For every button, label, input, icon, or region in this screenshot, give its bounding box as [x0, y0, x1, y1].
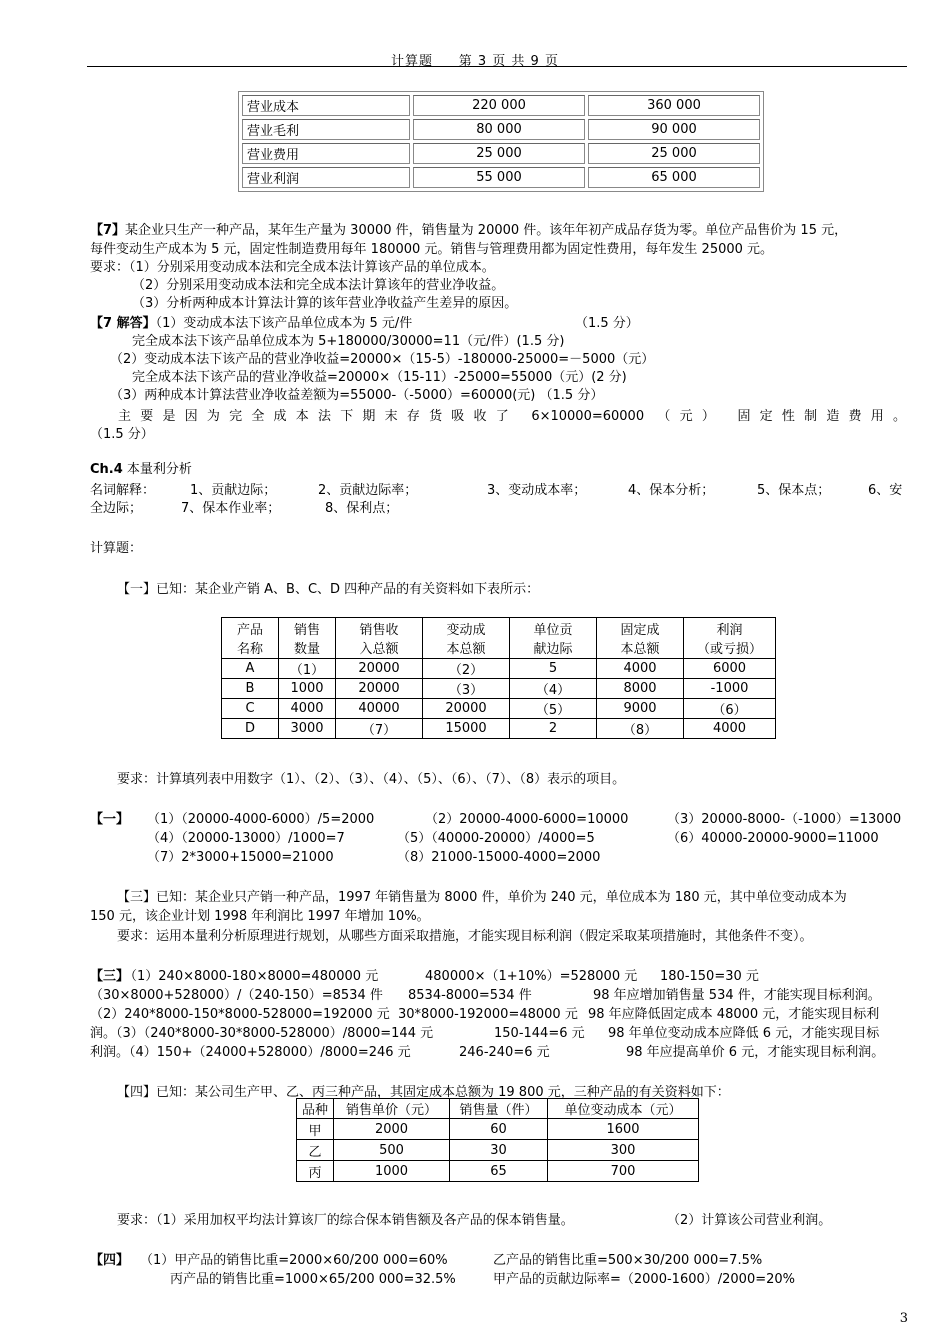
q3-answer: 150-144=6 元 [494, 1026, 585, 1041]
term-item: 4、保本分析； [628, 483, 715, 498]
calc-heading: 计算题： [90, 541, 143, 556]
q3-answer: （1）240×8000-180×8000=480000 元 [124, 969, 379, 984]
q3-answer: 180-150=30 元 [660, 969, 759, 984]
term-item: 6、安 [868, 483, 903, 498]
page-number: 3 [899, 1311, 908, 1326]
q4-table [296, 1098, 699, 1182]
income-table [238, 91, 764, 192]
q1-table [221, 617, 776, 739]
table-row: 营业利润 55 000 65 000 [242, 167, 760, 188]
table-row: B 1000 20000 （3） （4） 8000 -1000 [222, 679, 776, 699]
q1-answer: （6）40000-20000-9000=11000 [667, 831, 879, 846]
q7-answer-1-score: （1.5 分） [575, 316, 639, 331]
q7-answer-5: （3）两种成本计算法营业净收益差额为=55000-（-5000）=60000(元) （1.5 分） [110, 388, 604, 403]
q7-answer-4: 完全成本法下该产品的营业净收益=20000×（15-11）-25000=55000（元）(2 分) [132, 370, 627, 385]
q7-requirement-2: （2）分别采用变动成本法和完全成本法计算该年的营业净收益。 [132, 278, 505, 293]
q3-paragraph-line2: 150 元，该企业计划 1998 年利润比 1997 年增加 10%。 [90, 909, 430, 924]
term-item: 3、变动成本率； [487, 483, 587, 498]
q4-intro: 【四】已知：某公司生产甲、乙、丙三种产品，其固定成本总额为 19 800 元，三种产品的有关资料如下： [117, 1085, 730, 1100]
q4-answer: 丙产品的销售比重=1000×65/200 000=32.5% [170, 1272, 456, 1287]
chapter-title: Ch.4 本量利分析 [90, 462, 192, 477]
table-row: 乙 500 30 300 [297, 1140, 699, 1161]
q3-requirement: 要求：运用本量利分析原理进行规划，从哪些方面采取措施，才能实现目标利润（假定采取某项措施时，其他条件不变）。 [117, 929, 813, 944]
q1-answer: （3）20000-8000-（-1000）=13000 [667, 812, 902, 827]
q7-answer-6: 主要是因为完全成本法下期末存货吸收了 6×10000=60000 （元） 固定性制造费用。 [118, 409, 906, 424]
q1-answer: （2）20000-4000-6000=10000 [425, 812, 629, 827]
term-item: 5、保本点； [757, 483, 831, 498]
term-item: 2、贡献边际率； [318, 483, 418, 498]
q7-paragraph-line2: 每件变动生产成本为 5 元，固定性制造费用每年 180000 元。销售与管理费用都为固定性费用，每年发生 25000 元。 [90, 242, 774, 257]
q7-requirement-1: 要求：（1）分别采用变动成本法和完全成本法计算该产品的单位成本。 [90, 260, 495, 275]
q4-requirement-2: （2）计算该公司营业利润。 [667, 1213, 832, 1228]
table-row: 营业成本 220 000 360 000 [242, 95, 760, 116]
table-row: D 3000 （7） 15000 2 （8） 4000 [222, 719, 776, 739]
q7-answer-2: 完全成本法下该产品单位成本为 5+180000/30000=11（元/件）(1.5 分) [132, 334, 565, 349]
q7-paragraph-line1: 【7】某企业只生产一种产品，某年生产量为 30000 件，销售量为 20000 件。该年年初产成品存货为零。单位产品售价为 15 元， [90, 223, 848, 238]
q3-answer-tag: 【三】 [90, 969, 130, 984]
q3-answer: 30*8000-192000=48000 元 [398, 1007, 578, 1022]
table-row: 丙 1000 65 700 [297, 1161, 699, 1182]
q1-answer: （4）（20000-13000）/1000=7 [147, 831, 345, 846]
term-item: 全边际； [90, 501, 143, 516]
q3-answer: 98 年应提高单价 6 元，才能实现目标利润。 [626, 1045, 885, 1060]
table-row: A （1） 20000 （2） 5 4000 6000 [222, 659, 776, 679]
q7-answer-1: 【7 解答】（1）变动成本法下该产品单位成本为 5 元/件 [90, 316, 413, 331]
q7-requirement-3: （3）分析两种成本计算法计算的该年营业净收益产生差异的原因。 [132, 296, 518, 311]
q1-answer: （7）2*3000+15000=21000 [147, 850, 334, 865]
q3-answer: （2）240*8000-150*8000-528000=192000 元 [90, 1007, 390, 1022]
q4-answer: 甲产品的贡献边际率=（2000-1600）/2000=20% [493, 1272, 796, 1287]
q4-requirement-1: 要求：（1）采用加权平均法计算该厂的综合保本销售额及各产品的保本销售量。 [117, 1213, 574, 1228]
q3-answer: 246-240=6 元 [459, 1045, 550, 1060]
table-row: 营业费用 25 000 25 000 [242, 143, 760, 164]
term-item: 7、保本作业率； [181, 501, 281, 516]
q7-answer-6-score: （1.5 分） [90, 427, 154, 442]
q4-answer: 乙产品的销售比重=500×30/200 000=7.5% [493, 1253, 763, 1268]
q1-intro: 【一】已知：某企业产销 A、B、C、D 四种产品的有关资料如下表所示： [117, 582, 540, 597]
table-row: 营业毛利 80 000 90 000 [242, 119, 760, 140]
table-row: C 4000 40000 20000 （5） 9000 （6） [222, 699, 776, 719]
q3-answer: 润。（3）（240*8000-30*8000-528000）/8000=144 元 [90, 1026, 434, 1041]
q3-answer: 98 年应降低固定成本 48000 元，才能实现目标利 [588, 1007, 880, 1022]
q3-answer: 480000×（1+10%）=528000 元 [425, 969, 638, 984]
q1-requirement: 要求：计算填列表中用数字（1）、（2）、（3）、（4）、（5）、（6）、（7）、（8）表示的项目。 [117, 772, 626, 787]
table-header-row: 产品 名称 销售 数量 销售收 入总额 变动成 本总额 单位贡 献边际 固定成 本总额 利润 （或亏损） [222, 618, 776, 659]
q1-answer: （5）（40000-20000）/4000=5 [397, 831, 595, 846]
header-title: 计算题 [391, 54, 434, 69]
table-row: 甲 2000 60 1600 [297, 1119, 699, 1140]
q3-answer: 98 年应增加销售量 534 件，才能实现目标利润。 [593, 988, 881, 1003]
term-item: 1、贡献边际； [190, 483, 277, 498]
table-header-row: 品种 销售单价（元） 销售量（件） 单位变动成本（元） [297, 1099, 699, 1119]
header-page-of: 第 3 页 共 9 页 [458, 54, 559, 69]
q3-answer: 98 年单位变动成本应降低 6 元，才能实现目标 [608, 1026, 880, 1041]
q4-answer: （1）甲产品的销售比重=2000×60/200 000=60% [140, 1253, 448, 1268]
header-rule [87, 66, 907, 67]
q1-answer-tag: 【一】 [90, 812, 130, 827]
q4-answer-tag: 【四】 [90, 1253, 130, 1268]
term-item: 8、保利点； [325, 501, 399, 516]
q3-answer: 利润。（4）150+（24000+528000）/8000=246 元 [90, 1045, 411, 1060]
q7-answer-3: （2）变动成本法下该产品的营业净收益=20000×（15-5）-180000-25000=－5000（元） [110, 352, 655, 367]
q3-answer: （30×8000+528000）/（240-150）=8534 件 [90, 988, 383, 1003]
q1-answer: （8）21000-15000-4000=2000 [397, 850, 601, 865]
terms-label: 名词解释： [90, 483, 156, 498]
q3-paragraph-line1: 【三】已知：某企业只产销一种产品，1997 年销售量为 8000 件，单价为 240 元，单位成本为 180 元，其中单位变动成本为 [117, 890, 847, 905]
q1-answer: （1）（20000-4000-6000）/5=2000 [147, 812, 375, 827]
q3-answer: 8534-8000=534 件 [408, 988, 532, 1003]
